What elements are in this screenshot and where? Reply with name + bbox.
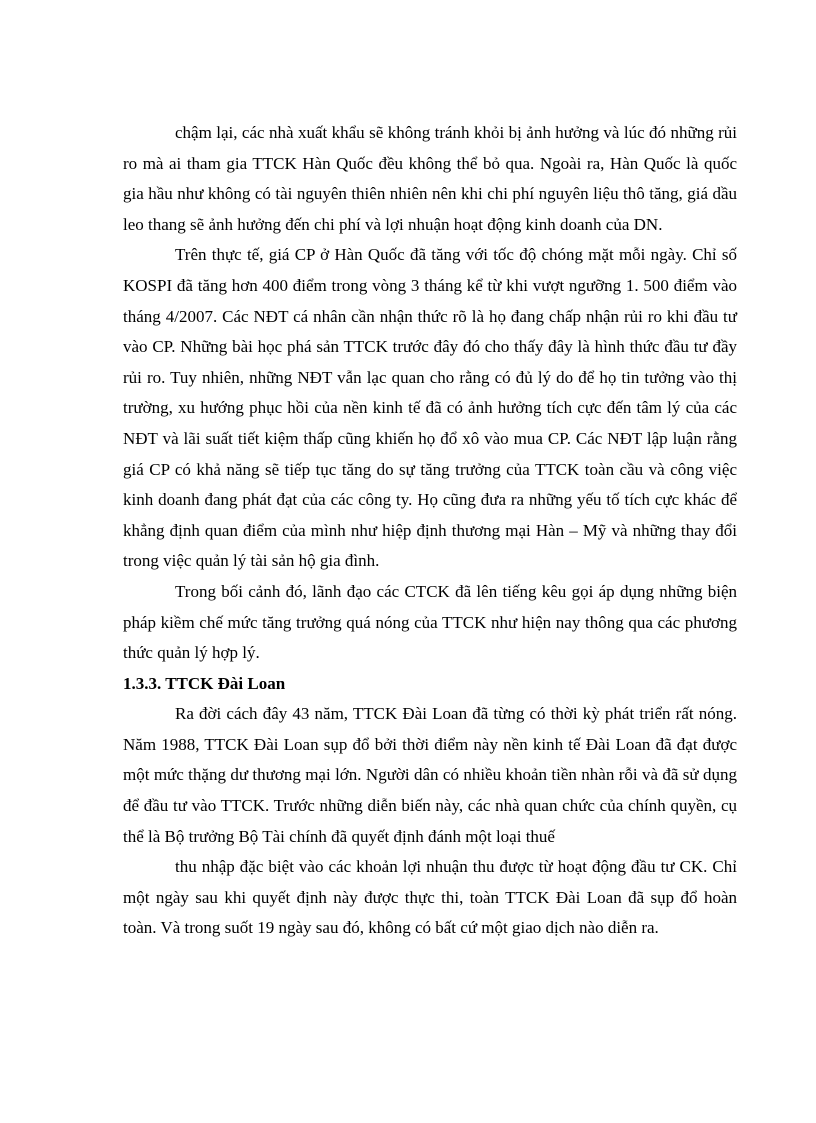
section-heading: 1.3.3. TTCK Đài Loan xyxy=(123,673,286,693)
document-page xyxy=(123,118,737,944)
paragraph-korea-stock-prices: Trên thực tế, giá CP ở Hàn Quốc đã tăng với tốc độ chóng mặt mỗi ngày. Chỉ số KOSPI đã tăng hơn 400 điểm trong vòng 3 tháng kể từ khi vượt ngưỡng 1. 500 điểm vào tháng 4/2007. Các NĐT cá nhân cần nhận thức rõ là họ đang chấp nhận rủi ro khi đầu tư vào CP. Những bài học phá sản TTCK trước đây đó cho thấy đây là hình thức đầu tư đầy rủi ro. Tuy nhiên, những NĐT vẫn lạc quan cho rằng có đủ lý do để họ tin tưởng vào thị trường, xu hướng phục hồi của nền kinh tế đã có ảnh hưởng tích cực đến tâm lý của các NĐT và lãi suất tiết kiệm thấp cũng khiến họ đổ xô vào mua CP. Các NĐT lập luận rằng giá CP có khả năng sẽ tiếp tục tăng do sự tăng trưởng của TTCK toàn cầu và công việc kinh doanh đang phát đạt của các công ty. Họ cũng đưa ra những yếu tố tích cực khác để khẳng định quan điểm của mình như hiệp định thương mại Hàn – Mỹ và những thay đổi trong việc quản lý tài sản hộ gia đình. xyxy=(123,245,737,571)
paragraph-korea-risks: chậm lại, các nhà xuất khẩu sẽ không tránh khỏi bị ảnh hưởng và lúc đó những rủi ro mà ai tham gia TTCK Hàn Quốc đều không thể bỏ qua. Ngoài ra, Hàn Quốc là quốc gia hầu như không có tài nguyên thiên nhiên nên khi chi phí nguyên liệu thô tăng, giá dầu leo thang sẽ ảnh hưởng đến chi phí và lợi nhuận hoạt động kinh doanh của DN. xyxy=(123,123,737,234)
paragraph-korea-management: Trong bối cảnh đó, lãnh đạo các CTCK đã lên tiếng kêu gọi áp dụng những biện pháp kiềm chế mức tăng trưởng quá nóng của TTCK như hiện nay thông qua các phương thức quản lý hợp lý. xyxy=(123,581,737,663)
paragraph-taiwan-history: Ra đời cách đây 43 năm, TTCK Đài Loan đã từng có thời kỳ phát triển rất nóng. Năm 1988, TTCK Đài Loan sụp đổ bởi thời điểm này nền kinh tế Đài Loan đã đạt được một mức thặng dư thương mại lớn. Người dân có nhiều khoản tiền nhàn rỗi và đã sử dụng để đầu tư vào TTCK. Trước những diễn biến này, các nhà quan chức của chính quyền, cụ thể là Bộ trưởng Bộ Tài chính đã quyết định đánh một loại thuế xyxy=(123,704,737,846)
paragraph-taiwan-tax: thu nhập đặc biệt vào các khoản lợi nhuận thu được từ hoạt động đầu tư CK. Chỉ một ngày sau khi quyết định này được thực thi, toàn TTCK Đài Loan đã sụp đổ hoàn toàn. Và trong suốt 19 ngày sau đó, không có bất cứ một giao dịch nào diễn ra. xyxy=(123,857,737,938)
